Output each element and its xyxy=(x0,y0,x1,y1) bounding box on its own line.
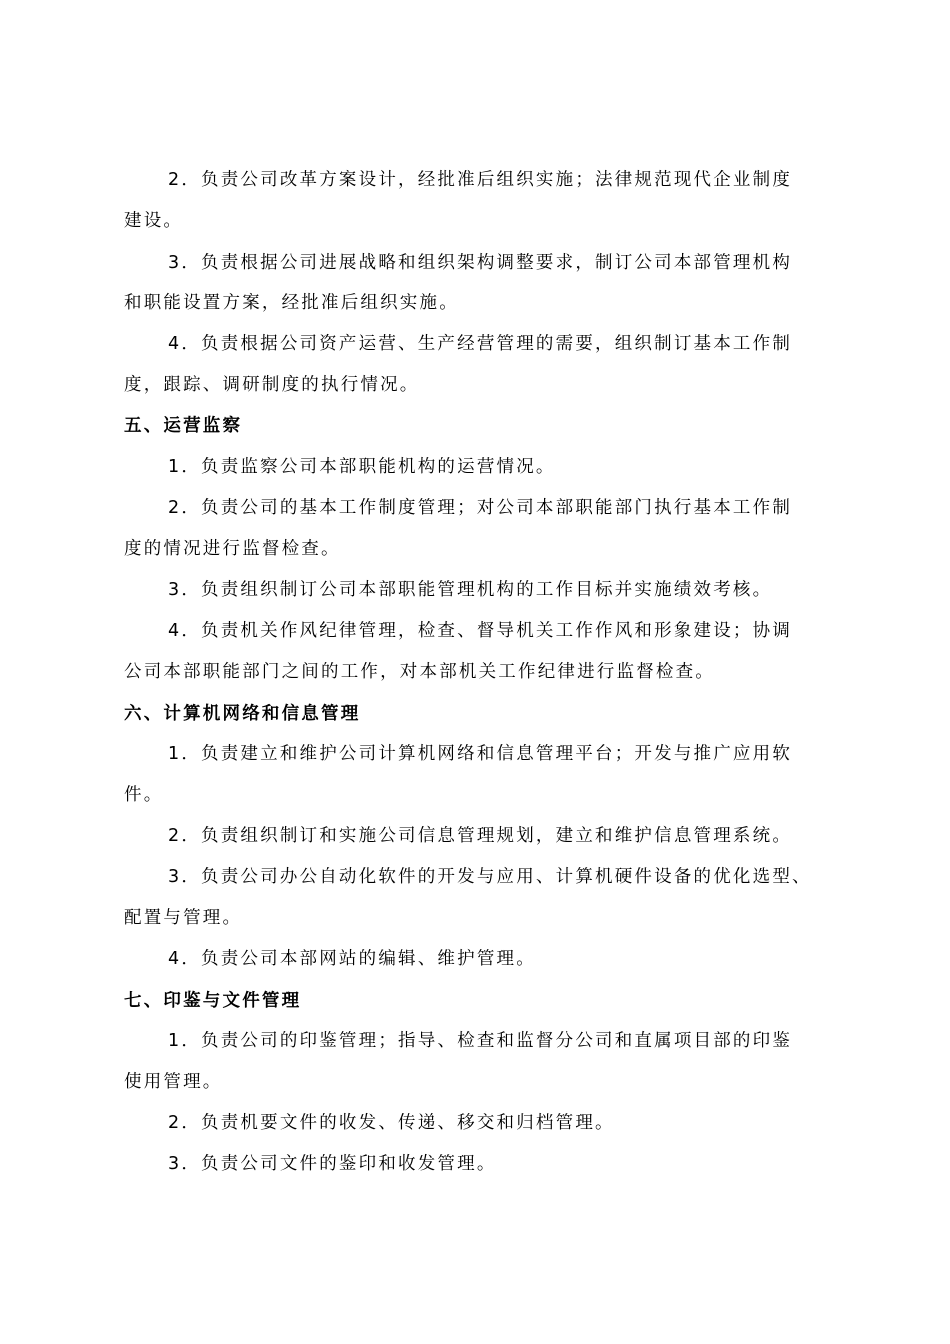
section-heading: 七、印鉴与文件管理 xyxy=(124,991,302,1011)
paragraph-line: 和职能设置方案，经批准后组织实施。 xyxy=(124,293,459,313)
paragraph-line: 公司本部职能部门之间的工作，对本部机关工作纪律进行监督检查。 xyxy=(124,662,715,682)
paragraph-line: 2．负责公司改革方案设计，经批准后组织实施；法律规范现代企业制度 xyxy=(168,170,793,190)
paragraph-line: 2．负责公司的基本工作制度管理；对公司本部职能部门执行基本工作制 xyxy=(168,498,793,518)
paragraph-line: 2．负责组织制订和实施公司信息管理规划，建立和维护信息管理系统。 xyxy=(168,826,793,846)
paragraph-line: 建设。 xyxy=(124,211,184,231)
paragraph-line: 使用管理。 xyxy=(124,1072,223,1092)
paragraph-line: 2．负责机要文件的收发、传递、移交和归档管理。 xyxy=(168,1113,615,1133)
paragraph-line: 件。 xyxy=(124,785,164,805)
paragraph-line: 4．负责机关作风纪律管理，检查、督导机关工作作风和形象建设；协调 xyxy=(168,621,793,641)
paragraph-line: 1．负责建立和维护公司计算机网络和信息管理平台；开发与推广应用软 xyxy=(168,744,793,764)
paragraph-line: 4．负责公司本部网站的编辑、维护管理。 xyxy=(168,949,536,969)
paragraph-line: 3．负责根据公司进展战略和组织架构调整要求，制订公司本部管理机构 xyxy=(168,253,793,273)
paragraph-line: 度的情况进行监督检查。 xyxy=(124,539,341,559)
section-heading: 六、计算机网络和信息管理 xyxy=(124,704,361,724)
paragraph-line: 度，跟踪、调研制度的执行情况。 xyxy=(124,375,420,395)
paragraph-line: 1．负责公司的印鉴管理；指导、检查和监督分公司和直属项目部的印鉴 xyxy=(168,1031,793,1051)
paragraph-line: 3．负责公司办公自动化软件的开发与应用、计算机硬件设备的优化选型、 xyxy=(168,867,812,887)
paragraph-line: 配置与管理。 xyxy=(124,908,243,928)
paragraph-line: 1．负责监察公司本部职能机构的运营情况。 xyxy=(168,457,556,477)
paragraph-line: 4．负责根据公司资产运营、生产经营管理的需要，组织制订基本工作制 xyxy=(168,334,793,354)
paragraph-line: 3．负责公司文件的鉴印和收发管理。 xyxy=(168,1154,497,1174)
paragraph-line: 3．负责组织制订公司本部职能管理机构的工作目标并实施绩效考核。 xyxy=(168,580,773,600)
section-heading: 五、运营监察 xyxy=(124,416,243,436)
